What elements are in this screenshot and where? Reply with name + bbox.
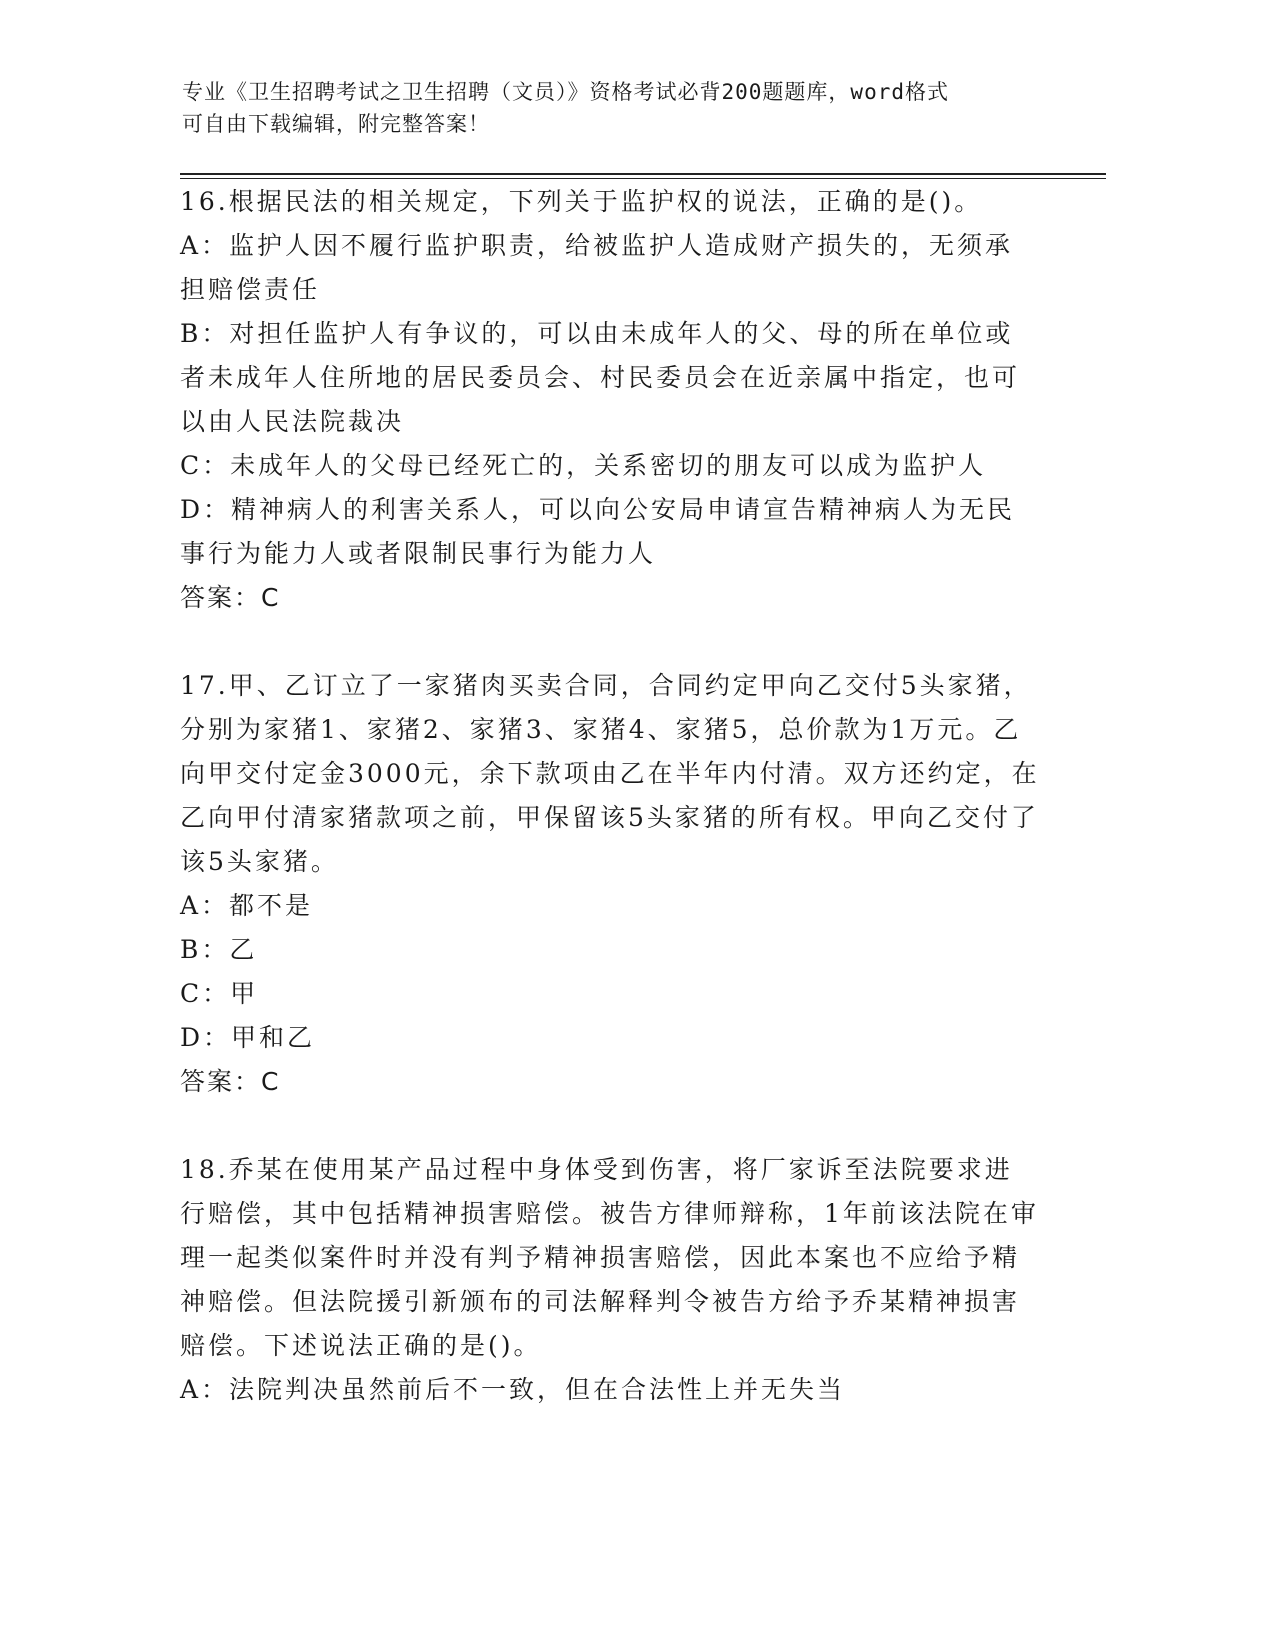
question-spacer (180, 1104, 1040, 1148)
question-list (180, 180, 1040, 1412)
header-line-1: 专业《卫生招聘考试之卫生招聘（文员）》资格考试必背200题题库，word格式 (182, 80, 949, 104)
answer-label: 答案：C (180, 1067, 281, 1096)
question-16 (180, 180, 1040, 620)
question-17 (180, 664, 1040, 1104)
question-spacer (180, 620, 1040, 664)
option-b: B：乙 (180, 935, 258, 964)
answer-label: 答案：C (180, 583, 281, 612)
option-b: B：对担任监护人有争议的，可以由未成年人的父、母的所在单位或者未成年人住所地的居民委员会、村民委员会在近亲属中指定，也可以由人民法院裁决 (180, 319, 1021, 436)
option-c: C：甲 (180, 979, 259, 1008)
question-18 (180, 1148, 1040, 1412)
option-a: A：监护人因不履行监护职责，给被监护人造成财产损失的，无须承担赔偿责任 (180, 231, 1014, 304)
question-stem: 17.甲、乙订立了一家猪肉买卖合同，合同约定甲向乙交付5头家猪，分别为家猪1、家猪2、家猪3、家猪4、家猪5，总价款为1万元。乙向甲交付定金3000元，余下款项由乙在半年内付清。双方还约定，在乙向甲付清家猪款项之前，甲保留该5头家猪的所有权。甲向乙交付了该5头家猪。 (180, 671, 1040, 876)
document-header (182, 76, 1062, 140)
option-a: A：都不是 (180, 891, 314, 920)
header-divider-thick (180, 173, 1106, 175)
option-a: A：法院判决虽然前后不一致，但在合法性上并无失当 (180, 1375, 846, 1404)
question-stem: 18.乔某在使用某产品过程中身体受到伤害，将厂家诉至法院要求进行赔偿，其中包括精神损害赔偿。被告方律师辩称，1年前该法院在审理一起类似案件时并没有判予精神损害赔偿，因此本案也不应给予精神赔偿。但法院援引新颁布的司法解释判令被告方给予乔某精神损害赔偿。下述说法正确的是()。 (180, 1155, 1039, 1360)
option-c: C：未成年人的父母已经死亡的，关系密切的朋友可以成为监护人 (180, 451, 987, 480)
header-line-2: 可自由下载编辑，附完整答案！ (182, 112, 490, 136)
header-divider-thin (180, 178, 1106, 179)
option-d: D：精神病人的利害关系人，可以向公安局申请宣告精神病人为无民事行为能力人或者限制民事行为能力人 (180, 495, 1016, 568)
question-stem: 16.根据民法的相关规定，下列关于监护权的说法，正确的是()。 (180, 187, 983, 216)
option-d: D：甲和乙 (180, 1023, 316, 1052)
